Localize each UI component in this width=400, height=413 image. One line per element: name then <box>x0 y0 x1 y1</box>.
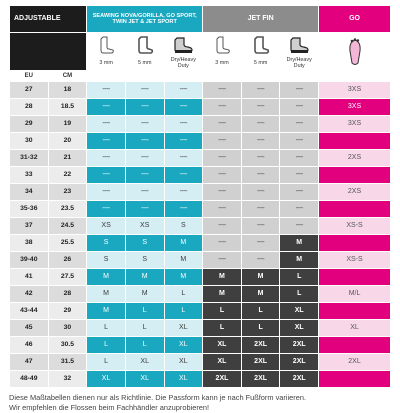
go-size-cell: 2XS <box>319 150 390 166</box>
teal-size-cell: ---- <box>165 99 203 115</box>
teal-sub-dry: Dry/Heavy Duty <box>165 57 203 70</box>
go-size-cell <box>319 337 390 353</box>
jetfin-size-cell: ---- <box>203 184 241 200</box>
teal-size-cell: ---- <box>165 116 203 132</box>
eu-size-cell: 47 <box>10 354 48 370</box>
jetfin-size-cell: ---- <box>280 99 318 115</box>
table-row <box>10 337 390 353</box>
teal-size-cell: ---- <box>165 184 203 200</box>
cm-size-cell: 26 <box>49 252 87 268</box>
table-row <box>10 167 390 183</box>
teal-size-cell: L <box>87 354 125 370</box>
go-size-cell: XL <box>319 320 390 336</box>
jetfin-size-cell: ---- <box>242 201 280 217</box>
teal-size-cell: ---- <box>126 184 164 200</box>
go-size-cell: 3XS <box>319 82 390 98</box>
table-row <box>10 269 390 285</box>
teal-size-cell: ---- <box>87 150 125 166</box>
table-row <box>10 371 390 387</box>
jetfin-size-cell: 2XL <box>280 354 318 370</box>
go-size-cell <box>319 201 390 217</box>
cm-size-cell: 23.5 <box>49 201 87 217</box>
teal-size-cell: XL <box>165 371 203 387</box>
jetfin-size-cell: ---- <box>203 99 241 115</box>
teal-size-cell: M <box>87 303 125 319</box>
eu-size-cell: 29 <box>10 116 48 132</box>
footnote-line-2: Wir empfehlen die Flossen beim Fachhändler anzuprobieren! <box>9 403 210 412</box>
sock-5mm-icon <box>126 33 164 56</box>
jetfin-size-cell: 2XL <box>242 354 280 370</box>
boot-drysuit-icon <box>280 33 318 56</box>
go-size-cell: 3XS <box>319 99 390 115</box>
jetfin-size-cell: XL <box>203 354 241 370</box>
teal-size-cell: ---- <box>165 201 203 217</box>
jetfin-size-cell: ---- <box>203 201 241 217</box>
teal-size-cell: S <box>126 252 164 268</box>
go-size-cell <box>319 235 390 251</box>
bare-foot-icon <box>319 33 390 70</box>
pink-group-title: GO <box>319 6 390 32</box>
sock-3mm-icon <box>203 33 241 56</box>
size-chart <box>9 5 391 413</box>
jetfin-size-cell: ---- <box>203 116 241 132</box>
teal-size-cell: L <box>126 320 164 336</box>
jetfin-size-cell: ---- <box>203 235 241 251</box>
cm-size-cell: 20 <box>49 133 87 149</box>
jetfin-size-cell: ---- <box>280 133 318 149</box>
eu-size-cell: 45 <box>10 320 48 336</box>
teal-size-cell: ---- <box>87 82 125 98</box>
teal-size-cell: S <box>87 235 125 251</box>
teal-size-cell: XS <box>87 218 125 234</box>
teal-size-cell: ---- <box>87 99 125 115</box>
cm-size-cell: 19 <box>49 116 87 132</box>
go-size-cell <box>319 133 390 149</box>
eu-size-cell: 39-40 <box>10 252 48 268</box>
eu-size-cell: 35-36 <box>10 201 48 217</box>
eu-size-cell: 30 <box>10 133 48 149</box>
jetfin-size-cell: M <box>203 269 241 285</box>
teal-size-cell: ---- <box>126 150 164 166</box>
jetfin-size-cell: ---- <box>203 252 241 268</box>
teal-size-cell: ---- <box>126 116 164 132</box>
gray-sub-5mm: 5 mm <box>242 57 280 70</box>
jetfin-size-cell: XL <box>280 303 318 319</box>
teal-size-cell: ---- <box>165 167 203 183</box>
teal-size-cell: M <box>165 269 203 285</box>
go-size-cell: 2XL <box>319 354 390 370</box>
teal-size-cell: XL <box>165 320 203 336</box>
table-row <box>10 235 390 251</box>
go-size-cell: M/L <box>319 286 390 302</box>
teal-size-cell: ---- <box>87 133 125 149</box>
table-row <box>10 303 390 319</box>
teal-size-cell: M <box>165 235 203 251</box>
teal-size-cell: S <box>126 235 164 251</box>
size-table <box>9 5 391 388</box>
sock-3mm-icon <box>87 33 125 56</box>
jetfin-size-cell: ---- <box>203 133 241 149</box>
go-size-cell: 3XS <box>319 116 390 132</box>
eu-size-cell: 28 <box>10 99 48 115</box>
cm-size-cell: 30.5 <box>49 337 87 353</box>
jetfin-size-cell: ---- <box>280 218 318 234</box>
jetfin-size-cell: ---- <box>242 133 280 149</box>
table-row <box>10 320 390 336</box>
jetfin-size-cell: ---- <box>280 201 318 217</box>
table-row <box>10 99 390 115</box>
eu-size-cell: 41 <box>10 269 48 285</box>
cm-size-cell: 31.5 <box>49 354 87 370</box>
go-size-cell <box>319 371 390 387</box>
cm-size-cell: 28 <box>49 286 87 302</box>
jetfin-size-cell: ---- <box>280 82 318 98</box>
col-eu: EU <box>10 71 48 81</box>
jetfin-size-cell: ---- <box>280 116 318 132</box>
jetfin-size-cell: ---- <box>242 235 280 251</box>
jetfin-size-cell: M <box>242 269 280 285</box>
cm-size-cell: 29 <box>49 303 87 319</box>
jetfin-size-cell: ---- <box>203 82 241 98</box>
cm-size-cell: 24.5 <box>49 218 87 234</box>
table-row <box>10 218 390 234</box>
eu-size-cell: 38 <box>10 235 48 251</box>
footnote <box>9 393 391 413</box>
jetfin-size-cell: L <box>242 303 280 319</box>
teal-size-cell: XL <box>165 337 203 353</box>
teal-size-cell: XL <box>126 371 164 387</box>
cm-size-cell: 25.5 <box>49 235 87 251</box>
jetfin-size-cell: ---- <box>242 167 280 183</box>
cm-size-cell: 18.5 <box>49 99 87 115</box>
table-row <box>10 133 390 149</box>
cm-size-cell: 30 <box>49 320 87 336</box>
table-row <box>10 184 390 200</box>
table-row <box>10 201 390 217</box>
teal-size-cell: XL <box>165 354 203 370</box>
header-spacer <box>87 71 390 81</box>
table-row <box>10 286 390 302</box>
teal-size-cell: ---- <box>126 133 164 149</box>
teal-sub-5mm: 5 mm <box>126 57 164 70</box>
size-rows <box>10 82 390 387</box>
go-size-cell <box>319 167 390 183</box>
jetfin-size-cell: 2XL <box>242 337 280 353</box>
table-row <box>10 116 390 132</box>
gray-group-title: JET FIN <box>203 6 318 32</box>
gray-sub-3mm: 3 mm <box>203 57 241 70</box>
jetfin-size-cell: ---- <box>242 99 280 115</box>
jetfin-size-cell: XL <box>280 320 318 336</box>
teal-size-cell: ---- <box>87 167 125 183</box>
jetfin-size-cell: L <box>280 286 318 302</box>
teal-size-cell: XS <box>126 218 164 234</box>
teal-group-title: SEAWING NOVA/GORILLA, GO SPORT, TWIN JET & JET SPORT <box>87 6 202 32</box>
jetfin-size-cell: ---- <box>280 184 318 200</box>
cm-size-cell: 21 <box>49 150 87 166</box>
jetfin-size-cell: 2XL <box>280 371 318 387</box>
teal-size-cell: ---- <box>165 150 203 166</box>
jetfin-size-cell: M <box>280 252 318 268</box>
gray-sub-dry: Dry/Heavy Duty <box>280 57 318 70</box>
teal-size-cell: M <box>126 286 164 302</box>
jetfin-size-cell: 2XL <box>203 371 241 387</box>
teal-size-cell: ---- <box>87 184 125 200</box>
teal-size-cell: S <box>165 218 203 234</box>
teal-size-cell: M <box>87 269 125 285</box>
jetfin-size-cell: ---- <box>242 218 280 234</box>
eu-size-cell: 31-32 <box>10 150 48 166</box>
jetfin-size-cell: ---- <box>203 218 241 234</box>
jetfin-size-cell: L <box>280 269 318 285</box>
go-size-cell <box>319 303 390 319</box>
jetfin-size-cell: L <box>203 320 241 336</box>
jetfin-size-cell: ---- <box>242 116 280 132</box>
go-size-cell: XS-S <box>319 252 390 268</box>
jetfin-size-cell: 2XL <box>280 337 318 353</box>
teal-size-cell: ---- <box>126 82 164 98</box>
teal-size-cell: M <box>126 269 164 285</box>
eu-size-cell: 34 <box>10 184 48 200</box>
jetfin-size-cell: ---- <box>242 184 280 200</box>
teal-size-cell: L <box>126 303 164 319</box>
teal-size-cell: L <box>87 337 125 353</box>
eu-size-cell: 46 <box>10 337 48 353</box>
teal-size-cell: M <box>87 286 125 302</box>
jetfin-size-cell: XL <box>203 337 241 353</box>
teal-size-cell: L <box>126 337 164 353</box>
teal-size-cell: L <box>165 303 203 319</box>
teal-size-cell: L <box>87 320 125 336</box>
teal-size-cell: XL <box>126 354 164 370</box>
teal-size-cell: ---- <box>165 133 203 149</box>
teal-sub-3mm: 3 mm <box>87 57 125 70</box>
cm-size-cell: 18 <box>49 82 87 98</box>
cm-size-cell: 23 <box>49 184 87 200</box>
jetfin-size-cell: ---- <box>280 167 318 183</box>
eu-size-cell: 48-49 <box>10 371 48 387</box>
eu-size-cell: 37 <box>10 218 48 234</box>
eu-size-cell: 43-44 <box>10 303 48 319</box>
jetfin-size-cell: ---- <box>203 167 241 183</box>
teal-size-cell: L <box>165 286 203 302</box>
eu-size-cell: 42 <box>10 286 48 302</box>
cm-size-cell: 32 <box>49 371 87 387</box>
jetfin-size-cell: ---- <box>280 150 318 166</box>
sock-5mm-icon <box>242 33 280 56</box>
go-size-cell: 2XS <box>319 184 390 200</box>
table-row <box>10 82 390 98</box>
adjustable-heading: ADJUSTABLE <box>10 6 86 32</box>
table-row <box>10 354 390 370</box>
eu-size-cell: 33 <box>10 167 48 183</box>
teal-size-cell: ---- <box>126 167 164 183</box>
jetfin-size-cell: ---- <box>242 82 280 98</box>
boot-drysuit-icon <box>165 33 203 56</box>
jetfin-size-cell: M <box>242 286 280 302</box>
jetfin-size-cell: ---- <box>242 150 280 166</box>
teal-size-cell: ---- <box>165 82 203 98</box>
table-row <box>10 150 390 166</box>
jetfin-size-cell: M <box>280 235 318 251</box>
table-row <box>10 252 390 268</box>
col-cm: CM <box>49 71 87 81</box>
eu-size-cell: 27 <box>10 82 48 98</box>
header-black-block <box>10 33 86 70</box>
go-size-cell <box>319 269 390 285</box>
cm-size-cell: 22 <box>49 167 87 183</box>
teal-size-cell: ---- <box>126 201 164 217</box>
jetfin-size-cell: L <box>242 320 280 336</box>
teal-size-cell: ---- <box>87 116 125 132</box>
go-size-cell: XS-S <box>319 218 390 234</box>
footnote-line-1: Diese Maßtabellen dienen nur als Richtlinie. Die Passform kann je nach Fußform variieren. <box>9 393 306 402</box>
jetfin-size-cell: L <box>203 303 241 319</box>
teal-size-cell: XL <box>87 371 125 387</box>
teal-size-cell: ---- <box>126 99 164 115</box>
jetfin-size-cell: 2XL <box>242 371 280 387</box>
teal-size-cell: M <box>165 252 203 268</box>
jetfin-size-cell: ---- <box>203 150 241 166</box>
jetfin-size-cell: M <box>203 286 241 302</box>
jetfin-size-cell: ---- <box>242 252 280 268</box>
cm-size-cell: 27.5 <box>49 269 87 285</box>
teal-size-cell: S <box>87 252 125 268</box>
teal-size-cell: ---- <box>87 201 125 217</box>
